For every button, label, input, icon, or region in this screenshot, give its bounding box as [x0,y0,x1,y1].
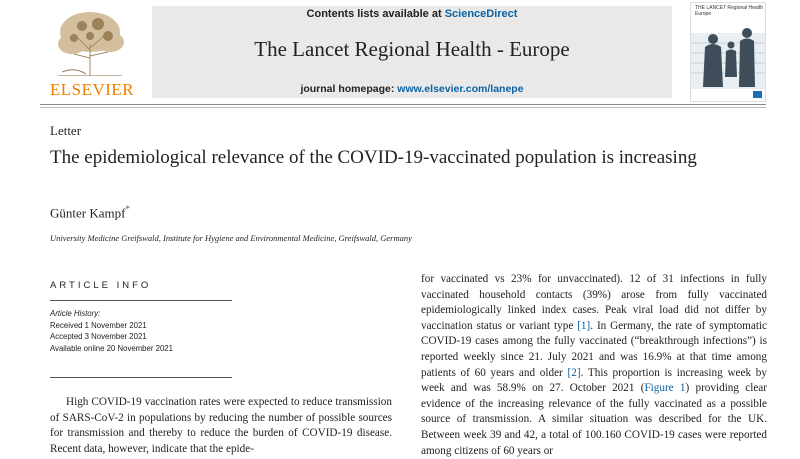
article-info-rule [50,300,232,301]
article-type: Letter [50,123,82,138]
publisher-name: ELSEVIER [49,80,135,99]
reference-1-link[interactable]: [1] [577,319,591,332]
homepage-line [152,83,672,95]
article-title: The epidemiological relevance of the COVID-19-vaccinated population is increasing [50,147,697,168]
journal-cover-image[interactable] [690,2,766,102]
header-rule [40,104,766,105]
reference-2-link[interactable]: [2] [567,366,581,379]
journal-title: The Lancet Regional Health - Europe [254,37,570,61]
author-name[interactable]: Günter Kampf [50,205,126,221]
received-date: Received 1 November 2021 [50,320,147,330]
author-affiliation: University Medicine Greifswald, Institute for Hygiene and Environmental Medicine, Greifswald, Germany [50,233,412,243]
available-date: Available online 20 November 2021 [50,343,173,353]
cover-figures-icon [691,3,765,101]
author-footnote-mark[interactable]: * [125,204,130,214]
history-label: Article History: [50,309,101,318]
article-history [50,308,173,354]
body-right-column [421,272,767,459]
article-info-rule-bottom [50,377,232,378]
homepage-link[interactable]: www.elsevier.com/lanepe [397,83,524,95]
elsevier-tree-icon [52,10,128,76]
homepage-prefix: journal homepage: [300,83,398,95]
author-line [50,204,130,221]
body-paragraph-continued: for vaccinated vs 23% for unvaccinated). 12 of 31 infections in fully vaccinated household contacts (39%) arose from fully vaccinated epidemiologically linked index cases. Peak viral load did not differ by vaccination status or variant type [1]. In Germany, the rate of symptomatic COVID-19 cases among the fully vaccinated (“breakthrough infections”) is reported weekly since 21. July 2021 and was 16.9% at that time among patients of 60 years and older [2]. This proportion is increasing week by week and was 58.9% on 27. October 2021 (Figure 1) providing clear evidence of the increasing relevance of the fully vaccinated as a possible source of transmission. A similar situation was described for the UK. Between week 39 and 42, a total of 100.160 COVID-19 cases were reported among citizens of 60 years or [421,273,768,457]
sciencedirect-link[interactable]: ScienceDirect [444,8,518,20]
body-paragraph: High COVID-19 vaccination rates were expected to reduce transmission of SARS-CoV-2 in populations by reducing the number of possible sources for transmission and thereby to reduce the burden of COVID-19 disease. Recent data, however, indicate that the epide- [50,396,392,455]
accepted-date: Accepted 3 November 2021 [50,332,147,341]
body-left-column [50,395,392,457]
header-rule-thin [40,107,766,108]
figure-1-link[interactable]: Figure 1 [644,382,686,395]
cover-title: THE LANCET Regional Health Europe [695,5,763,17]
contents-line [152,8,672,20]
contents-prefix: Contents lists available at [306,8,445,20]
article-info-heading: ARTICLE INFO [50,280,152,291]
